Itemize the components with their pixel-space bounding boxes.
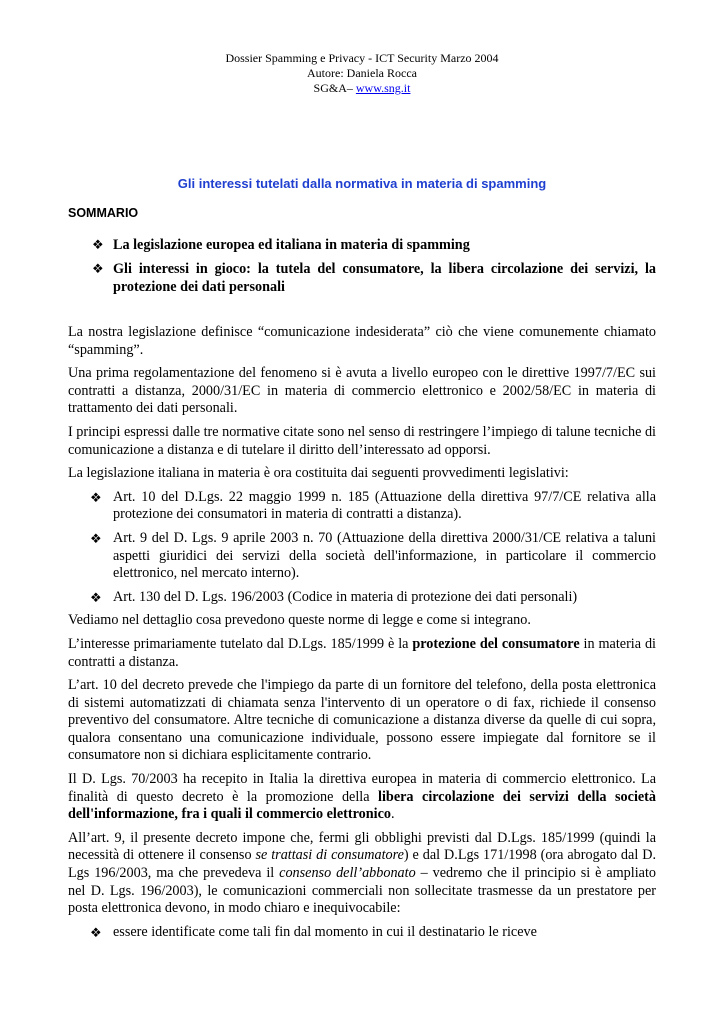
summary-list bbox=[68, 236, 656, 302]
document-title: Gli interessi tutelati dalla normativa in materia di spamming bbox=[177, 176, 547, 191]
italic-text-run: consenso dell’abbonato bbox=[279, 865, 416, 882]
law-item bbox=[68, 530, 656, 583]
paragraph: Vediamo nel dettaglio cosa prevedono queste norme di legge e come si integrano. bbox=[68, 612, 531, 629]
text-run: – vedremo che il principio si è ampliato nel D. Lgs. 196/2003), le comunicazioni commerciali non sollecitate trasmesse da un prestatore per posta elettronica devono, in modo chiaro e inequivocabile: bbox=[68, 865, 656, 917]
requirements-list bbox=[68, 924, 656, 942]
paragraph: Una prima regolamentazione del fenomeno si è avuta a livello europeo con le direttive 1997/7/EC sui contratti a distanza, 2000/31/EC in materia di commercio elettronico e 2002/58/EC in materia di trattamento dei dati personali. bbox=[68, 365, 656, 417]
laws-list bbox=[68, 489, 656, 607]
requirement-item-text: essere identificate come tali fin dal momento in cui il destinatario le riceve bbox=[113, 923, 537, 940]
document-body bbox=[68, 324, 656, 947]
bold-text-run: libera circolazione dei servizi della società dell'informazione, fra i quali il commercio elettronico bbox=[68, 788, 656, 823]
text-run: . bbox=[390, 806, 395, 823]
diamond-bullet-icon: ❖ bbox=[90, 530, 102, 546]
page-header bbox=[0, 51, 724, 96]
header-line-author: Autore: Daniela Rocca bbox=[307, 66, 417, 80]
summary-item-text: Gli interessi in gioco: la tutela del consumatore, la libera circolazione dei servizi, la protezione dei dati personali bbox=[113, 261, 656, 295]
text-run: Il D. Lgs. 70/2003 ha recepito in Italia la direttiva europea in materia di commercio elettronico. La finalità di questo decreto è la promozione della bbox=[68, 771, 656, 805]
paragraph bbox=[68, 636, 656, 671]
law-item bbox=[68, 589, 656, 607]
law-item-text: Art. 130 del D. Lgs. 196/2003 (Codice in materia di protezione dei dati personali) bbox=[113, 588, 578, 605]
diamond-bullet-icon: ❖ bbox=[92, 237, 104, 252]
summary-item-text: La legislazione europea ed italiana in materia di spamming bbox=[113, 237, 470, 253]
text-run: L’interesse primariamente tutelato dal D.Lgs. 185/1999 è la bbox=[68, 635, 413, 652]
paragraph: I principi espressi dalle tre normative citate sono nel senso di restringere l’impiego di talune tecniche di comunicazione a distanza e di tutelare il diritto dell’interessato ad opporsi. bbox=[68, 423, 656, 458]
diamond-bullet-icon: ❖ bbox=[90, 589, 102, 605]
text-run: in materia di contratti a distanza. bbox=[68, 635, 656, 670]
italic-text-run: se trattasi di consumatore bbox=[255, 847, 404, 864]
bold-text-run: protezione del consumatore bbox=[412, 635, 580, 652]
header-website-link[interactable]: www.sng.it bbox=[355, 81, 411, 95]
paragraph: La legislazione italiana in materia è ora costituita dai seguenti provvedimenti legislativi: bbox=[68, 465, 569, 482]
law-item bbox=[68, 489, 656, 524]
paragraph bbox=[68, 771, 656, 824]
summary-item bbox=[68, 236, 656, 254]
paragraph: L’art. 10 del decreto prevede che l'impiego da parte di un fornitore del telefono, della posta elettronica di sistemi automatizzati di chiamata senza l'intervento di un operatore o di fax, richiede il consenso preventivo del consumatore. Altre tecniche di comunicazione a distanza diverse da quelle di cui sopra, qualora consentano una comunicazione individuale, possono essere impiegate dal fornitore se il consumatore non si dichiara esplicitamente contrario. bbox=[68, 677, 656, 764]
summary-heading: SOMMARIO bbox=[68, 206, 139, 220]
diamond-bullet-icon: ❖ bbox=[90, 924, 102, 940]
header-line-org bbox=[0, 81, 724, 96]
law-item-text: Art. 9 del D. Lgs. 9 aprile 2003 n. 70 (Attuazione della direttiva 2000/31/CE relativa a taluni aspetti giuridici dei servizi della società dell'informazione, in particolare il commercio elettronico, nel mercato interno). bbox=[113, 529, 656, 582]
text-run: ) e dal D.Lgs 171/1998 (ora abrogato dal D. Lgs 196/2003, ma che prevedeva il bbox=[68, 847, 656, 882]
law-item-text: Art. 10 del D.Lgs. 22 maggio 1999 n. 185 (Attuazione della direttiva 97/7/CE relativa alla protezione dei consumatori in materia di contratti a distanza). bbox=[113, 488, 656, 523]
requirement-item bbox=[68, 924, 656, 942]
header-line-dossier: Dossier Spamming e Privacy - ICT Security Marzo 2004 bbox=[225, 51, 499, 65]
header-org-name: SG&A– bbox=[313, 81, 356, 95]
text-run: All’art. 9, il presente decreto impone che, fermi gli obblighi previsti dal D.Lgs. 185/1999 (quindi la necessità di ottenere il consenso bbox=[68, 829, 656, 864]
diamond-bullet-icon: ❖ bbox=[92, 261, 104, 276]
diamond-bullet-icon: ❖ bbox=[90, 489, 102, 505]
paragraph bbox=[68, 830, 656, 918]
paragraph: La nostra legislazione definisce “comunicazione indesiderata” ciò che viene comunemente chiamato “spamming”. bbox=[68, 324, 656, 358]
summary-item bbox=[68, 260, 656, 296]
